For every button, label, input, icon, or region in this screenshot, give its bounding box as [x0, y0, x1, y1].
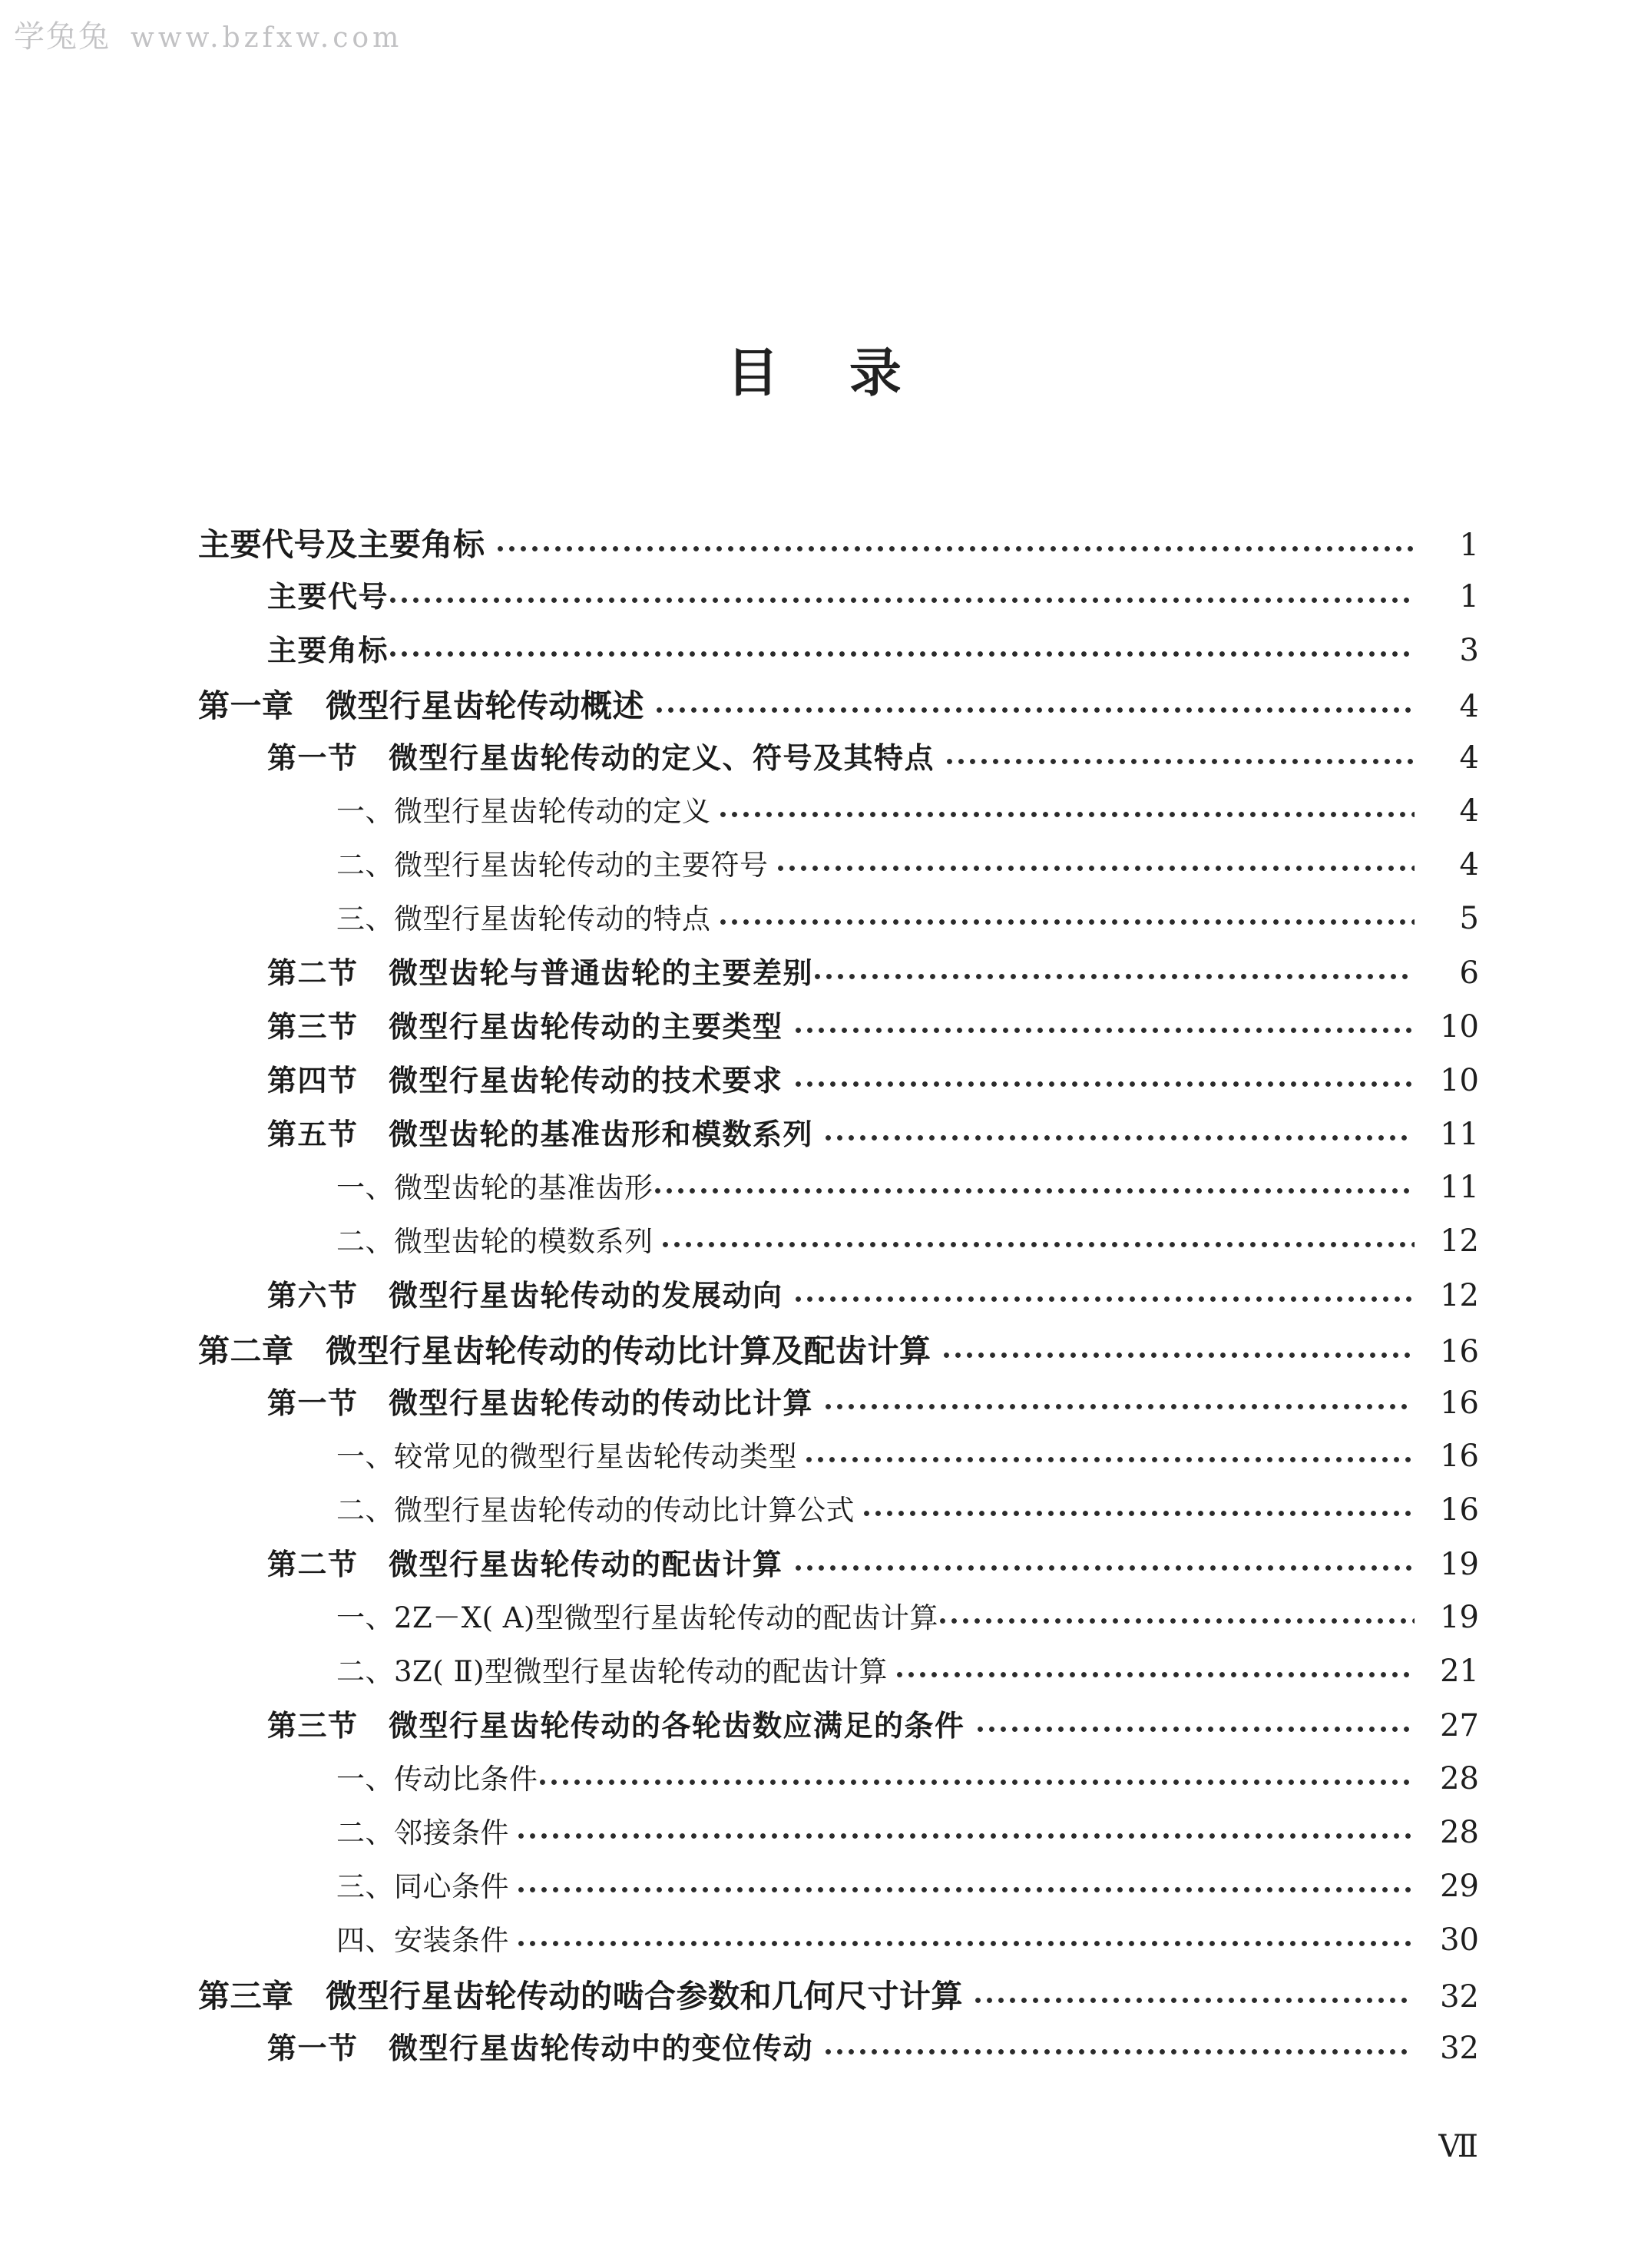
toc-entry[interactable]	[198, 1487, 1479, 1541]
toc-entry-page-number: 32	[1440, 2031, 1479, 2066]
toc-entry-label: 一、2Z－X( A)型微型行星齿轮传动的配齿计算	[336, 1601, 938, 1634]
toc-entry-page-number: 27	[1440, 1708, 1479, 1743]
toc-entry-page-number: 16	[1440, 1439, 1479, 1474]
toc-entry-page-number: 3	[1459, 633, 1479, 668]
toc-entry-label: 第一节 微型行星齿轮传动中的变位传动	[267, 2031, 814, 2065]
toc-entry-page-number: 16	[1440, 1334, 1479, 1369]
toc-entry[interactable]	[198, 896, 1479, 949]
toc-entry-label: 二、微型齿轮的模数系列	[336, 1225, 654, 1258]
toc-entry[interactable]	[198, 519, 1479, 573]
toc-dot-leader	[518, 1884, 1415, 1896]
toc-entry-label: 第三章 微型行星齿轮传动的啮合参数和几何尺寸计算	[198, 1978, 963, 2015]
toc-entry-page-number: 10	[1440, 1009, 1479, 1045]
toc-dot-leader	[826, 1132, 1413, 1144]
watermark	[14, 12, 402, 56]
toc-entry-label: 第二节 微型齿轮与普通齿轮的主要差别	[267, 955, 814, 990]
toc-dot-leader	[940, 1615, 1415, 1627]
toc-entry[interactable]	[198, 573, 1479, 627]
toc-entry[interactable]	[198, 1863, 1479, 1917]
toc-entry-label: 三、同心条件	[336, 1870, 509, 1903]
toc-entry-label: 一、微型行星齿轮传动的定义	[336, 795, 711, 828]
toc-entry[interactable]	[198, 1648, 1479, 1702]
toc-dot-leader	[498, 543, 1414, 555]
toc-entry-page-number: 16	[1440, 1492, 1479, 1528]
toc-entry-page-number: 21	[1440, 1654, 1479, 1689]
toc-entry[interactable]	[198, 949, 1479, 1003]
toc-dot-leader	[796, 1078, 1413, 1091]
toc-dot-leader	[796, 1562, 1413, 1574]
toc-dot-leader	[720, 809, 1415, 821]
toc-entry[interactable]	[198, 1702, 1479, 1756]
toc-entry-page-number: 5	[1459, 901, 1479, 936]
toc-entry[interactable]	[198, 1057, 1479, 1111]
toc-dot-leader	[518, 1830, 1415, 1843]
toc-entry-label: 主要角标	[267, 633, 389, 667]
toc-entry-page-number: 4	[1459, 847, 1479, 882]
toc-entry[interactable]	[198, 2025, 1479, 2078]
toc-entry-label: 主要代号及主要角标	[198, 526, 485, 563]
toc-entry-page-number: 6	[1459, 955, 1479, 991]
toc-dot-leader	[897, 1669, 1415, 1681]
toc-entry-page-number: 4	[1459, 793, 1479, 829]
toc-entry-label: 主要代号	[267, 579, 389, 614]
toc-entry-page-number: 19	[1440, 1600, 1479, 1635]
toc-entry-page-number: 16	[1440, 1386, 1479, 1421]
toc-entry[interactable]	[198, 680, 1479, 734]
toc-entry-label: 第一章 微型行星齿轮传动概述	[198, 687, 644, 724]
toc-dot-leader	[720, 916, 1415, 929]
toc-entry-page-number: 30	[1440, 1922, 1479, 1958]
page-number-folio: Ⅶ	[1438, 2129, 1479, 2164]
toc-entry-page-number: 11	[1440, 1117, 1479, 1152]
toc-entry-label: 二、邻接条件	[336, 1816, 509, 1849]
toc-entry-page-number: 4	[1459, 689, 1479, 724]
toc-entry-label: 二、微型行星齿轮传动的主要符号	[336, 849, 769, 882]
watermark-brand: 学兔兔	[14, 19, 111, 55]
toc-dot-leader	[518, 1938, 1415, 1950]
toc-dot-leader	[796, 1293, 1413, 1306]
toc-dot-leader	[778, 863, 1415, 875]
toc-entry-page-number: 29	[1440, 1869, 1479, 1904]
toc-entry[interactable]	[198, 1218, 1479, 1272]
toc-entry-label: 二、微型行星齿轮传动的传动比计算公式	[336, 1494, 855, 1527]
toc-dot-leader	[657, 704, 1413, 717]
toc-entry-label: 第二节 微型行星齿轮传动的配齿计算	[267, 1547, 783, 1581]
toc-entry[interactable]	[198, 1003, 1479, 1057]
toc-entry-page-number: 12	[1440, 1223, 1479, 1259]
toc-entry[interactable]	[198, 1541, 1479, 1594]
toc-entry[interactable]	[198, 1272, 1479, 1326]
toc-dot-leader	[947, 756, 1413, 768]
toc-entry-page-number: 32	[1440, 1979, 1479, 2015]
toc-entry[interactable]	[198, 1971, 1479, 2025]
toc-dot-leader	[826, 2046, 1413, 2058]
toc-entry-page-number: 10	[1440, 1063, 1479, 1098]
toc-entry-label: 一、微型齿轮的基准齿形	[336, 1171, 654, 1204]
toc-entry[interactable]	[198, 1379, 1479, 1433]
toc-entry-page-number: 19	[1440, 1547, 1479, 1582]
toc-entry[interactable]	[198, 1164, 1479, 1218]
toc-dot-leader	[796, 1025, 1413, 1037]
toc-entry-page-number: 11	[1440, 1170, 1479, 1205]
toc-entry-label: 三、微型行星齿轮传动的特点	[336, 902, 711, 935]
toc-entry[interactable]	[198, 627, 1479, 680]
toc-dot-leader	[864, 1508, 1415, 1520]
toc-entry-label: 第二章 微型行星齿轮传动的传动比计算及配齿计算	[198, 1333, 931, 1369]
toc-entry-label: 二、3Z( Ⅱ)型微型行星齿轮传动的配齿计算	[336, 1655, 888, 1688]
toc-entry-label: 一、传动比条件	[336, 1763, 538, 1796]
toc-entry-label: 第三节 微型行星齿轮传动的各轮齿数应满足的条件	[267, 1708, 965, 1743]
toc-entry-page-number: 1	[1459, 579, 1479, 614]
toc-entry-label: 第一节 微型行星齿轮传动的传动比计算	[267, 1386, 814, 1420]
toc-entry-label: 一、较常见的微型行星齿轮传动类型	[336, 1440, 797, 1473]
toc-entry[interactable]	[198, 1433, 1479, 1487]
toc-dot-leader	[944, 1349, 1414, 1362]
toc-entry-page-number: 28	[1440, 1761, 1479, 1796]
toc-dot-leader	[663, 1239, 1415, 1251]
toc-entry[interactable]	[198, 1326, 1479, 1379]
toc-entry[interactable]	[198, 1809, 1479, 1863]
toc-dot-leader	[806, 1454, 1415, 1466]
toc-entry[interactable]	[198, 734, 1479, 788]
toc-entry-page-number: 4	[1459, 740, 1479, 776]
toc-entry[interactable]	[198, 1756, 1479, 1809]
toc-entry-label: 第一节 微型行星齿轮传动的定义、符号及其特点	[267, 740, 935, 775]
page-title: 目 录	[726, 343, 928, 404]
toc-entry-page-number: 28	[1440, 1815, 1479, 1850]
toc-entry[interactable]	[198, 788, 1479, 842]
toc-dot-leader	[540, 1776, 1415, 1789]
toc-entry[interactable]	[198, 1917, 1479, 1971]
toc-dot-leader	[826, 1401, 1413, 1413]
toc-entry-page-number: 12	[1440, 1278, 1479, 1313]
toc-entry-label: 第六节 微型行星齿轮传动的发展动向	[267, 1278, 783, 1313]
toc-entry-label: 第三节 微型行星齿轮传动的主要类型	[267, 1009, 783, 1044]
toc-dot-leader	[975, 1995, 1413, 2007]
toc-entry-label: 第四节 微型行星齿轮传动的技术要求	[267, 1063, 783, 1098]
watermark-url: www.bzfxw.com	[131, 22, 403, 54]
toc-dot-leader	[978, 1723, 1413, 1736]
toc-dot-leader	[815, 971, 1413, 983]
toc-entry[interactable]	[198, 842, 1479, 896]
toc-dot-leader	[390, 648, 1413, 661]
toc-entry[interactable]	[198, 1594, 1479, 1648]
toc-entry-page-number: 1	[1459, 528, 1479, 563]
toc-dot-leader	[655, 1185, 1415, 1197]
toc-entry-label: 四、安装条件	[336, 1924, 509, 1957]
toc-entry-label: 第五节 微型齿轮的基准齿形和模数系列	[267, 1117, 814, 1151]
toc-entry[interactable]	[198, 1111, 1479, 1164]
toc-dot-leader	[390, 594, 1413, 607]
table-of-contents	[198, 519, 1479, 2078]
